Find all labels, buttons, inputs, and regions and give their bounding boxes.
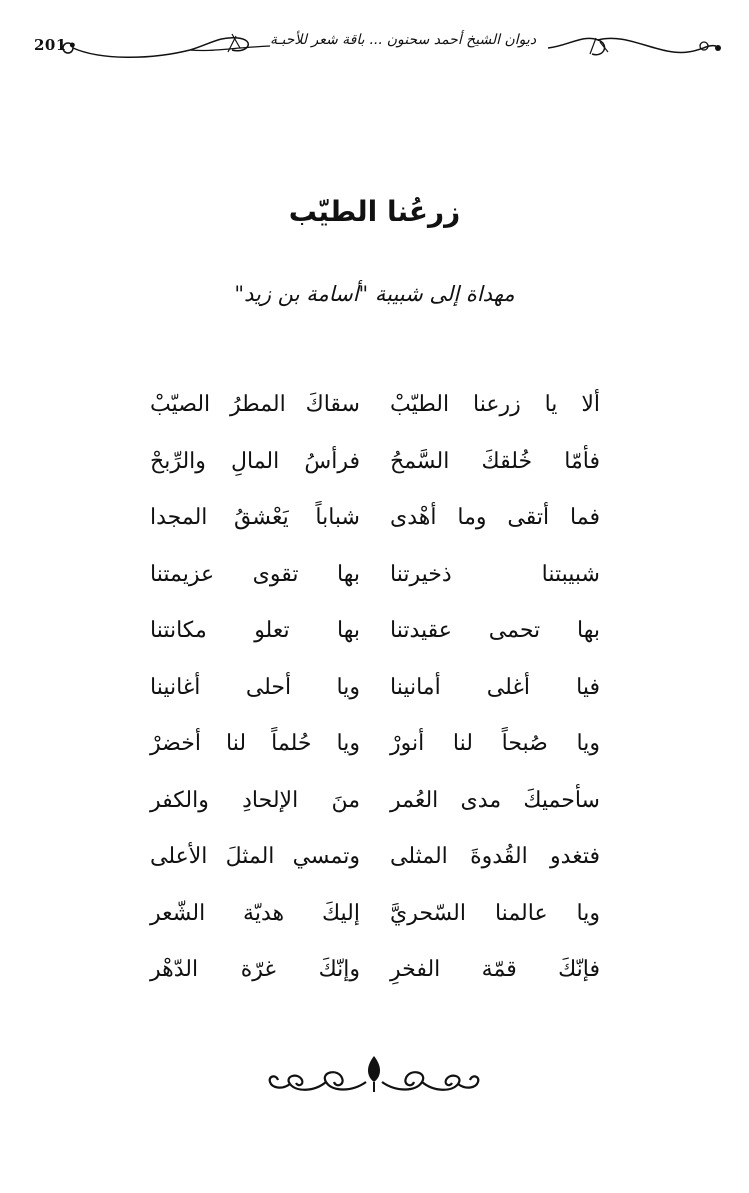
verse-second-hemistich: وتمسي المثلَ الأعلى <box>150 844 360 869</box>
verse-second-hemistich: منَ الإلحادِ والكفر <box>150 787 360 813</box>
poem-dedication: مهداة إلى شبيبة "أسامة بن زيد" <box>234 282 515 306</box>
verse-second-hemistich: بها تعلو مكانتنا <box>150 618 360 643</box>
page-number: 201 • <box>34 36 77 54</box>
verse <box>150 618 600 675</box>
verse <box>150 392 600 449</box>
verse-first-hemistich: بها تحمى عقيدتنا <box>390 618 600 643</box>
verse <box>150 788 600 845</box>
poem-title: زرعُنا الطيّب <box>288 195 461 228</box>
verse-second-hemistich: سقاكَ المطرُ الصيّبْ <box>150 392 360 417</box>
verse <box>150 449 600 506</box>
verse-first-hemistich: ويا عالمنا السّحريَّ <box>390 900 600 926</box>
verse <box>150 957 600 1014</box>
page-header <box>20 22 730 72</box>
verse-first-hemistich: فإنّكَ قمّة الفخرِ <box>390 957 600 982</box>
verse-first-hemistich: فأمّا خُلقكَ السَّمحُ <box>390 448 600 474</box>
verse <box>150 901 600 958</box>
verse-second-hemistich: فرأسُ المالِ والرِّبحْ <box>150 448 360 474</box>
verse <box>150 562 600 619</box>
verse <box>150 844 600 901</box>
verse-second-hemistich: وإنّكَ غرّة الدّهْر <box>150 957 360 982</box>
verse-second-hemistich: ويا أحلى أغانينا <box>150 674 360 700</box>
verse-second-hemistich: بها تقوى عزيمتنا <box>150 561 360 587</box>
verse-first-hemistich: سأحميكَ مدى العُمر <box>390 787 600 813</box>
verse <box>150 505 600 562</box>
verse-second-hemistich: شباباً يَعْشقُ المجدا <box>150 505 360 530</box>
verse-second-hemistich: إليكَ هديّة الشّعر <box>150 900 360 926</box>
verse-first-hemistich: شبيبتنا ذخيرتنا <box>390 561 600 587</box>
verse <box>150 731 600 788</box>
verse <box>150 675 600 732</box>
verse-first-hemistich: فيا أغلى أمانينا <box>390 674 600 700</box>
verse-first-hemistich: ألا يا زرعنا الطيّبْ <box>390 392 600 417</box>
verse-first-hemistich: فتغدو القُدوةَ المثلى <box>390 844 600 869</box>
header-ornament-right-icon <box>538 22 728 72</box>
verse-second-hemistich: ويا حُلماً لنا أخضرْ <box>150 731 360 756</box>
verse-first-hemistich: فما أتقى وما أهْدى <box>390 505 600 530</box>
running-title: ديوان الشيخ أحمد سحنون ... باقة شعر للأحبـة <box>269 32 537 48</box>
poem-body <box>150 392 600 1014</box>
closing-ornament-icon <box>262 1052 487 1102</box>
verse-first-hemistich: ويا صُبحاً لنا أنورْ <box>390 731 600 756</box>
